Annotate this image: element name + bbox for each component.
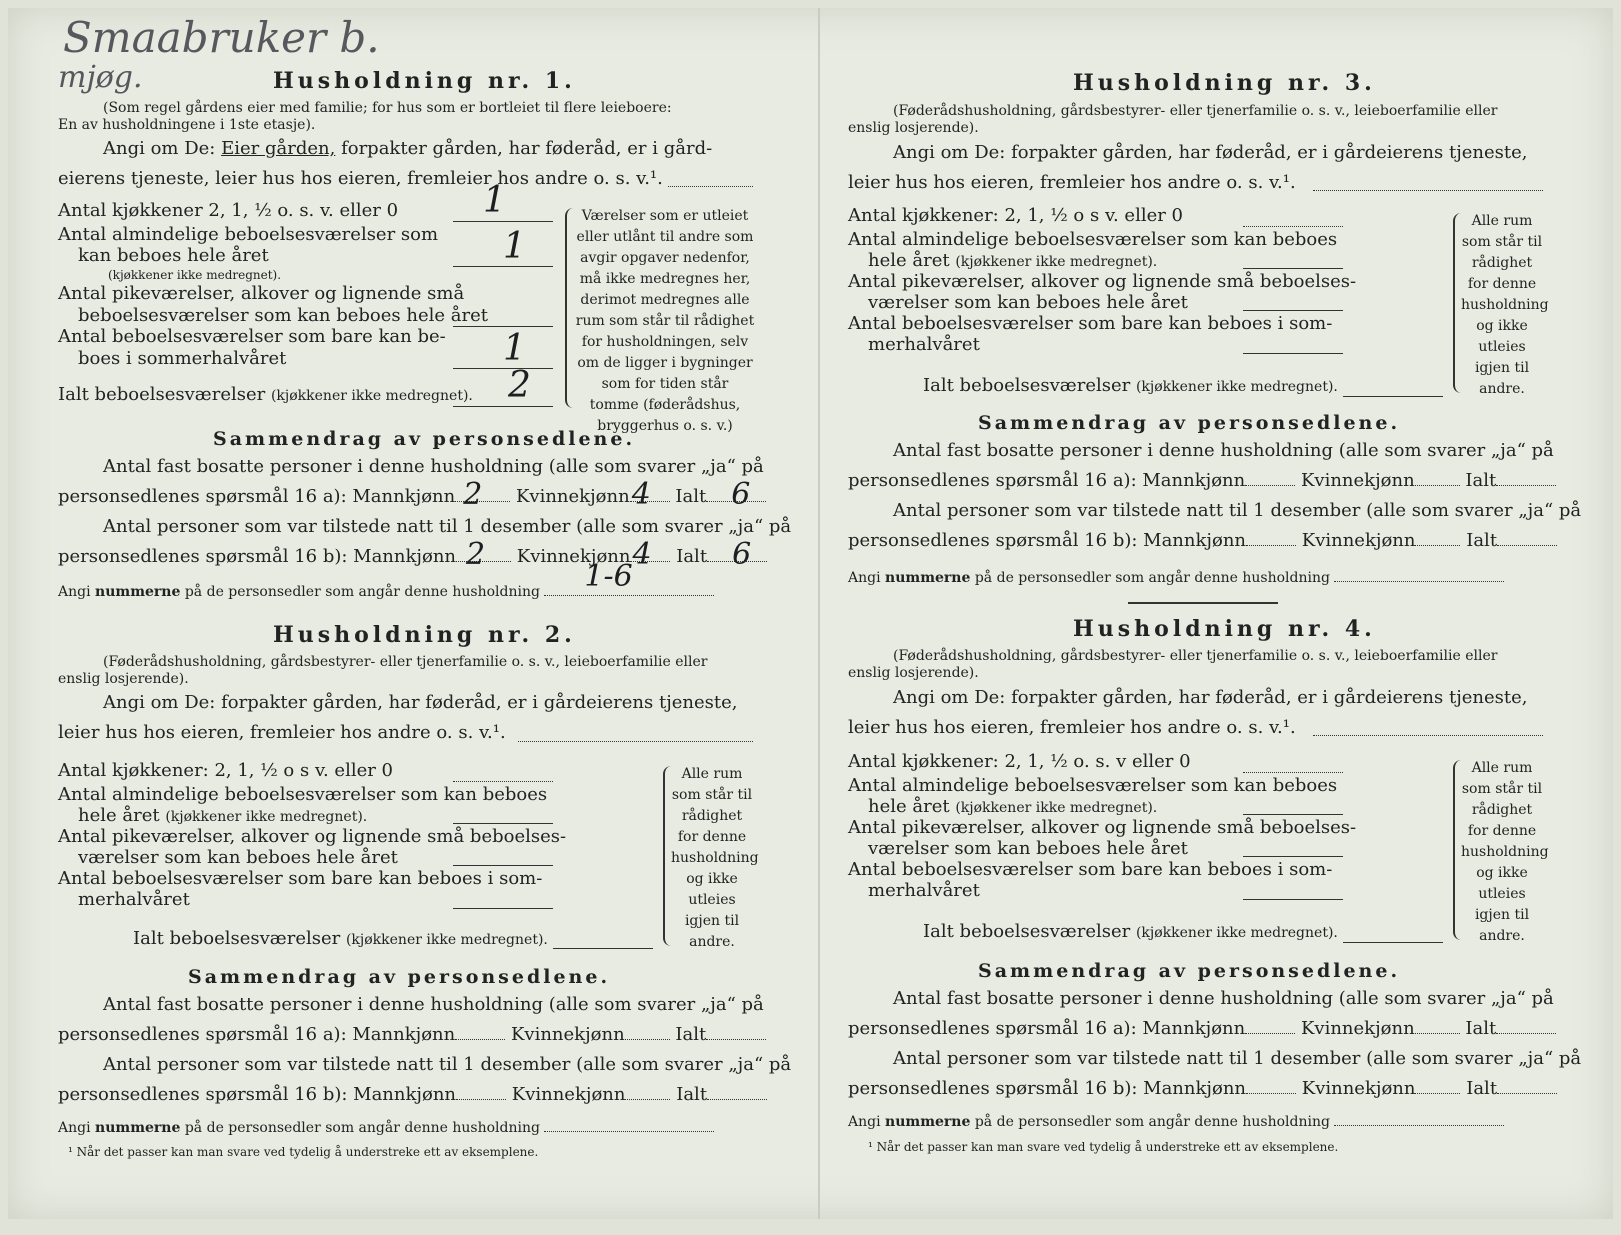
h3-sum-a-line-2: personsedlenes spørsmål 16 a): Mannkjønn Kvinnekjønn Ialt xyxy=(848,470,1556,491)
h2-small-label-1: Antal pikeværelser, alkover og lignende små beboelses- xyxy=(58,826,567,847)
h4-angi-line-1: Angi om De: forpakter gården, har føderåd, er i gårdeierens tjeneste, xyxy=(893,687,1528,708)
h3-total-label: Ialt beboelsesværelser (kjøkkener ikke medregnet). xyxy=(923,375,1338,396)
h3-small-label-1: Antal pikeværelser, alkover og lignende små beboelses- xyxy=(848,271,1357,292)
h2-total-label: Ialt beboelsesværelser (kjøkkener ikke medregnet). xyxy=(133,928,548,949)
h4-small-label-1: Antal pikeværelser, alkover og lignende små beboelses- xyxy=(848,817,1357,838)
h1-angi-label: Angi om De: xyxy=(103,138,216,159)
h3-sum-a-line-1: Antal fast bosatte personer i denne husholdning (alle som svarer „ja“ på xyxy=(893,440,1554,461)
h1-total-value: 2 xyxy=(508,365,531,406)
right-page xyxy=(843,8,1582,1219)
h2-sum-b-line-1: Antal personer som var tilstede natt til 1 desember (alle som svarer „ja“ på xyxy=(103,1054,792,1075)
h4-side-note: Alle rum som står til rådighet for denne husholdning og ikke utleies igjen til andre. xyxy=(1461,760,1549,944)
h4-numbers-line: Angi nummerne på de personsedler som angår denne husholdning xyxy=(848,1114,1504,1130)
h1-male-a: 2 xyxy=(463,477,483,512)
h1-small-label-1: Antal pikeværelser, alkover og lignende små xyxy=(58,283,465,304)
h4-kitchens-label: Antal kjøkkener: 2, 1, ½ o. s. v eller 0 xyxy=(848,751,1191,772)
h3-intro-1: (Føderådshusholdning, gårdsbestyrer- eller tjenerfamilie o. s. v., leieboerfamilie eller xyxy=(893,103,1498,119)
h4-rooms-label-2: hele året (kjøkkener ikke medregnet). xyxy=(868,796,1158,817)
h1-summer-value: 1 xyxy=(503,328,526,369)
h1-angi-line-1 xyxy=(103,138,712,159)
h1-kitchens-label: Antal kjøkkener 2, 1, ½ o. s. v. eller 0 xyxy=(58,200,399,221)
h2-summer-label-2: merhalvåret xyxy=(78,889,190,910)
h1-angi-line-2: eierens tjeneste, leier hus hos eieren, fremleier hos andre o. s. v.¹. xyxy=(58,168,663,189)
census-form-sheet xyxy=(8,8,1613,1219)
h1-intro-2: En av husholdningene i 1ste etasje). xyxy=(58,117,316,133)
h3-small-label-2: værelser som kan beboes hele året xyxy=(868,292,1188,313)
h3-intro-2: enslig losjerende). xyxy=(848,120,979,136)
h4-summer-label-1: Antal beboelsesværelser som bare kan beboes i som- xyxy=(848,859,1333,880)
h1-summer-label-2: boes i sommerhalvåret xyxy=(78,348,287,369)
h4-title: Husholdning nr. 4. xyxy=(1073,616,1376,642)
h1-summary-title: Sammendrag av personsedlene. xyxy=(213,428,636,450)
h4-intro-2: enslig losjerende). xyxy=(848,665,979,681)
h1-rooms-value: 1 xyxy=(503,226,526,267)
h3-rooms-label-2: hele året (kjøkkener ikke medregnet). xyxy=(868,250,1158,271)
h2-sum-a-line-2: personsedlenes spørsmål 16 a): Mannkjønn Kvinnekjønn Ialt xyxy=(58,1024,766,1045)
h1-sum-b-line-2: personsedlenes spørsmål 16 b): Mannkjønn 2 Kvinnekjønn 4 Ialt 6 xyxy=(58,546,767,567)
h3-summer-label-2: merhalvåret xyxy=(868,334,980,355)
h2-small-label-2: værelser som kan beboes hele året xyxy=(78,847,398,868)
h2-sum-b-line-2: personsedlenes spørsmål 16 b): Mannkjønn Kvinnekjønn Ialt xyxy=(58,1084,767,1105)
h1-answer-eier: Eier gården, xyxy=(221,138,336,159)
h1-numbers-line: Angi nummerne på de personsedler som angår denne husholdning 1-6 xyxy=(58,584,714,600)
h3-angi-line-1: Angi om De: forpakter gården, har føderåd, er i gårdeierens tjeneste, xyxy=(893,142,1528,163)
h1-rooms-label-2: kan beboes hele året xyxy=(78,245,269,266)
h3-sum-b-line-1: Antal personer som var tilstede natt til 1 desember (alle som svarer „ja“ på xyxy=(893,500,1582,521)
h1-side-note: Værelser som er utleiet eller utlånt til andre som avgir opgaver nedenfor, må ikke medregnes her, derimot medregnes alle rum som står til rådighet for husholdningen, selv om de ligger i bygninger som for tiden står tomme (føderådshus, bryggerhus o. s. v.) xyxy=(575,208,755,434)
h4-summer-label-2: merhalvåret xyxy=(868,880,980,901)
h1-angi-options: forpakter gården, har føderåd, er i gård- xyxy=(341,138,713,159)
h2-summary-title: Sammendrag av personsedlene. xyxy=(188,966,611,988)
left-page xyxy=(53,8,792,1219)
h2-intro-2: enslig losjerende). xyxy=(58,671,189,687)
h1-rooms-label-1: Antal almindelige beboelsesværelser som xyxy=(58,224,439,245)
h2-numbers-line: Angi nummerne på de personsedler som angår denne husholdning xyxy=(58,1120,714,1136)
h3-summary-title: Sammendrag av personsedlene. xyxy=(978,412,1401,434)
h3-summer-label-1: Antal beboelsesværelser som bare kan beboes i som- xyxy=(848,313,1333,334)
h1-total-b: 6 xyxy=(732,537,752,572)
h4-sum-a-line-2: personsedlenes spørsmål 16 a): Mannkjønn Kvinnekjønn Ialt xyxy=(848,1018,1556,1039)
h4-small-label-2: værelser som kan beboes hele året xyxy=(868,838,1188,859)
h3-numbers-line: Angi nummerne på de personsedler som angår denne husholdning xyxy=(848,570,1504,586)
h4-total-label: Ialt beboelsesværelser (kjøkkener ikke medregnet). xyxy=(923,921,1338,942)
h4-footnote: ¹ Når det passer kan man svare ved tydelig å understreke ett av eksemplene. xyxy=(868,1140,1339,1154)
h1-summer-label-1: Antal beboelsesværelser som bare kan be- xyxy=(58,326,446,347)
h1-title: Husholdning nr. 1. xyxy=(273,68,576,94)
h3-angi-line-2: leier hus hos eieren, fremleier hos andre o. s. v.¹. xyxy=(848,172,1296,193)
h1-female-b: 4 xyxy=(632,537,652,572)
h2-side-note: Alle rum som står til rådighet for denne husholdning og ikke utleies igjen til andre. xyxy=(671,766,759,950)
page-fold xyxy=(818,8,820,1219)
h2-rooms-label-2: hele året (kjøkkener ikke medregnet). xyxy=(78,805,368,826)
h4-sum-a-line-1: Antal fast bosatte personer i denne husholdning (alle som svarer „ja“ på xyxy=(893,988,1554,1009)
h2-summer-label-1: Antal beboelsesværelser som bare kan beboes i som- xyxy=(58,868,543,889)
h1-numbers-value: 1-6 xyxy=(584,559,633,594)
h1-female-a: 4 xyxy=(631,477,651,512)
h4-sum-b-line-1: Antal personer som var tilstede natt til 1 desember (alle som svarer „ja“ på xyxy=(893,1048,1582,1069)
h2-kitchens-label: Antal kjøkkener: 2, 1, ½ o s v. eller 0 xyxy=(58,760,394,781)
h2-angi-line-1: Angi om De: forpakter gården, har føderåd, er i gårdeierens tjeneste, xyxy=(103,692,738,713)
h1-sum-b-line-1: Antal personer som var tilstede natt til 1 desember (alle som svarer „ja“ på xyxy=(103,516,792,537)
handwritten-header: Smaabruker b. xyxy=(63,13,380,62)
h4-rooms-label-1: Antal almindelige beboelsesværelser som kan beboes xyxy=(848,775,1338,796)
h4-angi-line-2: leier hus hos eieren, fremleier hos andre o. s. v.¹. xyxy=(848,717,1296,738)
h1-male-b: 2 xyxy=(466,537,486,572)
h4-intro-1: (Føderådshusholdning, gårdsbestyrer- eller tjenerfamilie o. s. v., leieboerfamilie eller xyxy=(893,648,1498,664)
h1-total-a: 6 xyxy=(731,477,751,512)
h4-sum-b-line-2: personsedlenes spørsmål 16 b): Mannkjønn Kvinnekjønn Ialt xyxy=(848,1078,1557,1099)
h2-intro-1: (Føderådshusholdning, gårdsbestyrer- eller tjenerfamilie o. s. v., leieboerfamilie eller xyxy=(103,654,708,670)
h3-sum-b-line-2: personsedlenes spørsmål 16 b): Mannkjønn Kvinnekjønn Ialt xyxy=(848,530,1557,551)
h4-summary-title: Sammendrag av personsedlene. xyxy=(978,960,1401,982)
h1-kitchens-value: 1 xyxy=(483,180,506,221)
h1-small-label-2: beboelsesværelser som kan beboes hele året xyxy=(78,305,488,326)
h3-kitchens-label: Antal kjøkkener: 2, 1, ½ o s v. eller 0 xyxy=(848,205,1184,226)
h2-footnote: ¹ Når det passer kan man svare ved tydelig å understreke ett av eksemplene. xyxy=(68,1145,539,1159)
h1-sum-a-line-1: Antal fast bosatte personer i denne husholdning (alle som svarer „ja“ på xyxy=(103,456,764,477)
section-separator xyxy=(1128,602,1278,604)
h2-title: Husholdning nr. 2. xyxy=(273,622,576,648)
h2-rooms-label-1: Antal almindelige beboelsesværelser som kan beboes xyxy=(58,784,548,805)
h1-intro-1: (Som regel gårdens eier med familie; for hus som er bortleiet til flere leieboere: xyxy=(103,100,672,116)
handwritten-subheader: mjøg. xyxy=(58,60,143,95)
h3-rooms-label-1: Antal almindelige beboelsesværelser som kan beboes xyxy=(848,229,1338,250)
h3-side-note: Alle rum som står til rådighet for denne husholdning og ikke utleies igjen til andre. xyxy=(1461,213,1549,397)
h3-title: Husholdning nr. 3. xyxy=(1073,70,1376,96)
h2-angi-line-2: leier hus hos eieren, fremleier hos andre o. s. v.¹. xyxy=(58,722,506,743)
h1-sum-a-line-2: personsedlenes spørsmål 16 a): Mannkjønn 2 Kvinnekjønn 4 Ialt 6 xyxy=(58,486,766,507)
h2-sum-a-line-1: Antal fast bosatte personer i denne husholdning (alle som svarer „ja“ på xyxy=(103,994,764,1015)
h1-rooms-label-3: (kjøkkener ikke medregnet). xyxy=(108,268,282,282)
h1-total-label: Ialt beboelsesværelser (kjøkkener ikke medregnet). xyxy=(58,384,473,405)
